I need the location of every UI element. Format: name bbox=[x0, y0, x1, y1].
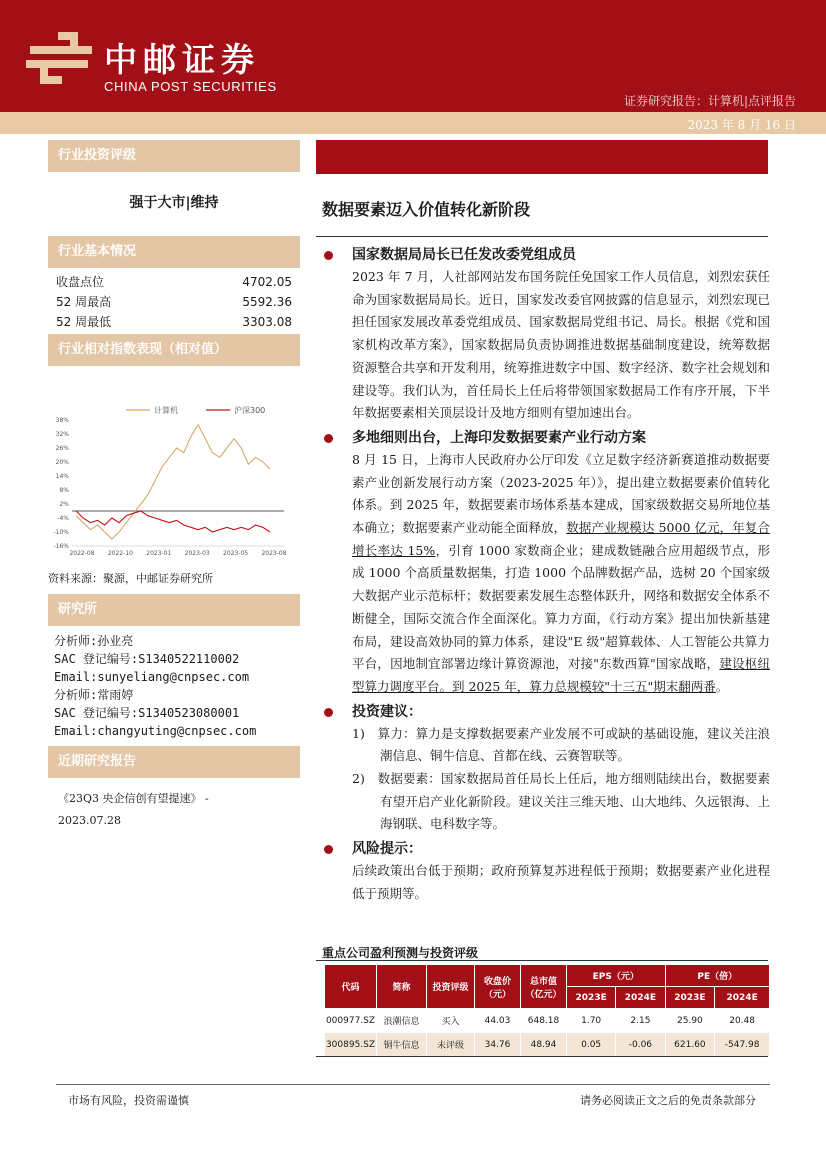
table-row bbox=[325, 1033, 770, 1057]
y-tick-label: 8% bbox=[59, 487, 69, 494]
report-header bbox=[0, 0, 826, 134]
basic-info-section-title: 行业基本情况 bbox=[48, 236, 300, 268]
col-header-price-label: 收盘价 bbox=[483, 976, 511, 987]
footer-divider bbox=[56, 1084, 770, 1085]
cell-name: 浪潮信息 bbox=[377, 1009, 427, 1033]
section-heading-text: 国家数据局局长已任发改委党组成员 bbox=[352, 247, 576, 263]
col-header-pe-2024: 2024E bbox=[715, 987, 770, 1009]
cell-price: 34.76 bbox=[475, 1033, 521, 1057]
sidebar bbox=[48, 140, 300, 832]
title-divider bbox=[316, 236, 768, 237]
footer-disclaimer-note: 请务必阅读正文之后的免责条款部分 bbox=[580, 1094, 756, 1107]
y-tick-label: 20% bbox=[55, 459, 69, 466]
analyst-email[interactable]: Email:changyuting@cnpsec.com bbox=[54, 724, 257, 738]
col-header-price-unit: （元） bbox=[483, 989, 511, 1000]
table-bottom-divider bbox=[316, 1056, 768, 1057]
section-paragraph: 后续政策出台低于预期；政府预算复苏进程低于预期；数据要素产业化进程低于预期等。 bbox=[352, 863, 770, 901]
cell-mktcap: 648.18 bbox=[521, 1009, 567, 1033]
relative-index-chart bbox=[48, 366, 300, 566]
table-title-divider bbox=[316, 960, 768, 961]
col-header-price bbox=[475, 965, 521, 1009]
underlined-text: 建设枢纽型算力调度平台。到 2025 年，算力总规模较"十三五"期末翻两番 bbox=[352, 656, 770, 694]
section-heading-text: 投资建议： bbox=[352, 703, 422, 720]
section-heading bbox=[324, 244, 770, 266]
table-title: 重点公司盈利预测与投资评级 bbox=[322, 946, 479, 960]
col-header-pe: PE（倍） bbox=[665, 965, 769, 987]
cell-eps-2023: 0.05 bbox=[567, 1033, 616, 1057]
x-tick-label: 2023-05 bbox=[223, 550, 249, 557]
y-tick-label: -10% bbox=[53, 529, 69, 536]
cell-price: 44.03 bbox=[475, 1009, 521, 1033]
info-row bbox=[48, 272, 300, 292]
china-post-logo-icon bbox=[24, 30, 96, 88]
brand-name-cn: 中邮证券 bbox=[104, 40, 260, 79]
col-header-code: 代码 bbox=[325, 965, 377, 1009]
info-value: 5592.36 bbox=[242, 295, 292, 309]
paragraph-text: 8 月 15 日，上海市人民政府办公厅印发《立足数字经济新赛道推动数据要素产业创新发展行动方案（2023-2025 年）》，提出建立数据要素价值转化体系。到 2025 年，数据要素市场体系基本建成，国家级数据交易所地位基本确立；数据要素产业动能全面释放， bbox=[352, 451, 770, 536]
info-label: 52 周最低 bbox=[56, 315, 112, 329]
section-heading bbox=[324, 701, 770, 723]
report-title: 数据要素迈入价值转化新阶段 bbox=[322, 200, 531, 219]
chart-source: 资料来源：聚源，中邮证券研究所 bbox=[48, 572, 213, 585]
rating-section-title: 行业投资评级 bbox=[48, 140, 300, 172]
bullet-icon bbox=[324, 845, 333, 854]
underlined-text: 数据产业规模达 5000 亿元，年复合增长率达 15% bbox=[352, 520, 770, 558]
section-paragraph bbox=[324, 449, 770, 699]
x-tick-label: 2022-10 bbox=[107, 550, 133, 557]
paragraph-text: 。 bbox=[715, 678, 729, 694]
info-value: 4702.05 bbox=[242, 275, 292, 289]
col-header-mktcap-label: 总市值 bbox=[529, 976, 557, 987]
y-tick-label: -4% bbox=[57, 515, 69, 522]
col-header-rating: 投资评级 bbox=[427, 965, 475, 1009]
cell-name: 铜牛信息 bbox=[377, 1033, 427, 1057]
brand-name-en: CHINA POST SECURITIES bbox=[104, 79, 277, 94]
section-heading bbox=[324, 427, 770, 449]
col-header-mktcap-unit: （亿元） bbox=[525, 989, 562, 1000]
analyst-line: SAC 登记编号:S1340523080001 bbox=[54, 706, 240, 720]
title-banner bbox=[316, 140, 768, 174]
info-row bbox=[48, 312, 300, 332]
section-heading-text: 风险提示： bbox=[352, 841, 422, 858]
paragraph-text: ，引育 1000 家数商企业；建成数链融合应用超级节点，形成 1000 个高质量数据集，打造 1000 个品牌数据产品，选树 20 个国家级大数据产业示范标杆；数据要素发展生态整体跃升，网络和数据安全体系不断健全，国际交流合作全面深化。算力方面，《行动方案》提出加快新基建布局，建设高效协同的算力体系，建设"E 级"超算载体、人工智能公共算力平台，因地制宜部署边缘计算资源池，对接"东数西算"国家战略， bbox=[352, 542, 770, 672]
research-section-title: 研究所 bbox=[48, 594, 300, 626]
index-performance-section-title: 行业相对指数表现（相对值） bbox=[48, 334, 300, 366]
series-line bbox=[76, 511, 270, 532]
y-tick-label: -16% bbox=[53, 543, 69, 550]
col-header-mktcap bbox=[521, 965, 567, 1009]
cell-eps-2023: 1.70 bbox=[567, 1009, 616, 1033]
info-label: 收盘点位 bbox=[56, 275, 105, 289]
section-heading bbox=[324, 838, 770, 860]
bullet-icon bbox=[324, 251, 333, 260]
cell-mktcap: 48.94 bbox=[521, 1033, 567, 1057]
report-type: 证券研究报告：计算机|点评报告 bbox=[623, 94, 796, 108]
analyst-line: 分析师:常雨婷 bbox=[54, 688, 134, 702]
footer-risk-note: 市场有风险，投资需谨慎 bbox=[68, 1094, 189, 1107]
y-tick-label: 2% bbox=[59, 501, 69, 508]
y-tick-label: 32% bbox=[55, 431, 69, 438]
section-heading-text: 多地细则出台，上海印发数据要素产业行动方案 bbox=[352, 429, 646, 446]
x-tick-label: 2022-08 bbox=[69, 550, 95, 557]
col-header-eps: EPS（元） bbox=[567, 965, 666, 987]
analyst-line: 分析师:孙业亮 bbox=[54, 634, 134, 648]
cell-code: 300895.SZ bbox=[325, 1033, 377, 1057]
col-header-eps-2024: 2024E bbox=[616, 987, 665, 1009]
col-header-pe-2023: 2023E bbox=[665, 987, 715, 1009]
y-tick-label: 14% bbox=[55, 473, 69, 480]
investment-item: 2) 数据要素：国家数据局首任局长上任后，地方细则陆续出台，数据要素有望开启产业化新阶段。建议关注三维天地、山大地纬、久远银海、上海钢联、电科数字等。 bbox=[352, 771, 770, 832]
cell-code: 000977.SZ bbox=[325, 1009, 377, 1033]
cell-pe-2024: 20.48 bbox=[715, 1009, 770, 1033]
info-value: 3303.08 bbox=[242, 315, 292, 329]
col-header-name: 简称 bbox=[377, 965, 427, 1009]
report-date: 2023 年 8 月 16 日 bbox=[687, 118, 796, 132]
earnings-forecast-table bbox=[324, 964, 770, 1057]
bullet-icon bbox=[324, 434, 333, 443]
relative-index-chart-svg bbox=[48, 366, 300, 566]
x-tick-label: 2023-03 bbox=[184, 550, 210, 557]
section-paragraph: 2023 年 7 月，人社部网站发布国务院任免国家工作人员信息，刘烈宏获任命为国家数据局局长。近日，国家发改委官网披露的信息显示，刘烈宏现已担任国家发展改革委党组成员、国家数据局党组书记、局长。根据《党和国家机构改革方案》，国家数据局负责协调推进数据基础制度建设，统筹数据资源整合共享和开发利用，统筹推进数字中国、数字经济、数字社会规划和建设等。我们认为，首任局长上任后将带领国家数据局工作有序开展，下半年数据要素相关顶层设计及地方细则有望加速出台。 bbox=[352, 269, 770, 421]
report-body bbox=[324, 244, 770, 906]
cell-eps-2024: -0.06 bbox=[616, 1033, 665, 1057]
analyst-email[interactable]: Email:sunyeliang@cnpsec.com bbox=[54, 670, 250, 684]
info-label: 52 周最高 bbox=[56, 295, 112, 309]
y-tick-label: 38% bbox=[55, 417, 69, 424]
cell-pe-2023: 25.90 bbox=[665, 1009, 715, 1033]
recent-reports-section-title: 近期研究报告 bbox=[48, 746, 300, 778]
cell-rating: 未评级 bbox=[427, 1033, 475, 1057]
bullet-icon bbox=[324, 708, 333, 717]
table-row bbox=[325, 1009, 770, 1033]
legend-label: 沪深300 bbox=[234, 406, 266, 415]
investment-item: 1) 算力：算力是支撑数据要素产业发展不可或缺的基础设施，建议关注浪潮信息、铜牛信息、首都在线、云赛智联等。 bbox=[352, 725, 770, 764]
recent-report-link[interactable]: 《23Q3 央企信创有望提速》 - bbox=[58, 792, 209, 805]
x-tick-label: 2023-01 bbox=[146, 550, 172, 557]
cell-rating: 买入 bbox=[427, 1009, 475, 1033]
recent-report-date: 2023.07.28 bbox=[58, 814, 121, 827]
x-tick-label: 2023-08 bbox=[261, 550, 287, 557]
industry-rating: 强于大市|维持 bbox=[129, 195, 219, 211]
info-row bbox=[48, 292, 300, 312]
legend-label: 计算机 bbox=[154, 406, 178, 415]
col-header-eps-2023: 2023E bbox=[567, 987, 616, 1009]
y-tick-label: 26% bbox=[55, 445, 69, 452]
cell-pe-2024: -547.98 bbox=[715, 1033, 770, 1057]
cell-pe-2023: 621.60 bbox=[665, 1033, 715, 1057]
cell-eps-2024: 2.15 bbox=[616, 1009, 665, 1033]
analyst-line: SAC 登记编号:S1340522110002 bbox=[54, 652, 240, 666]
